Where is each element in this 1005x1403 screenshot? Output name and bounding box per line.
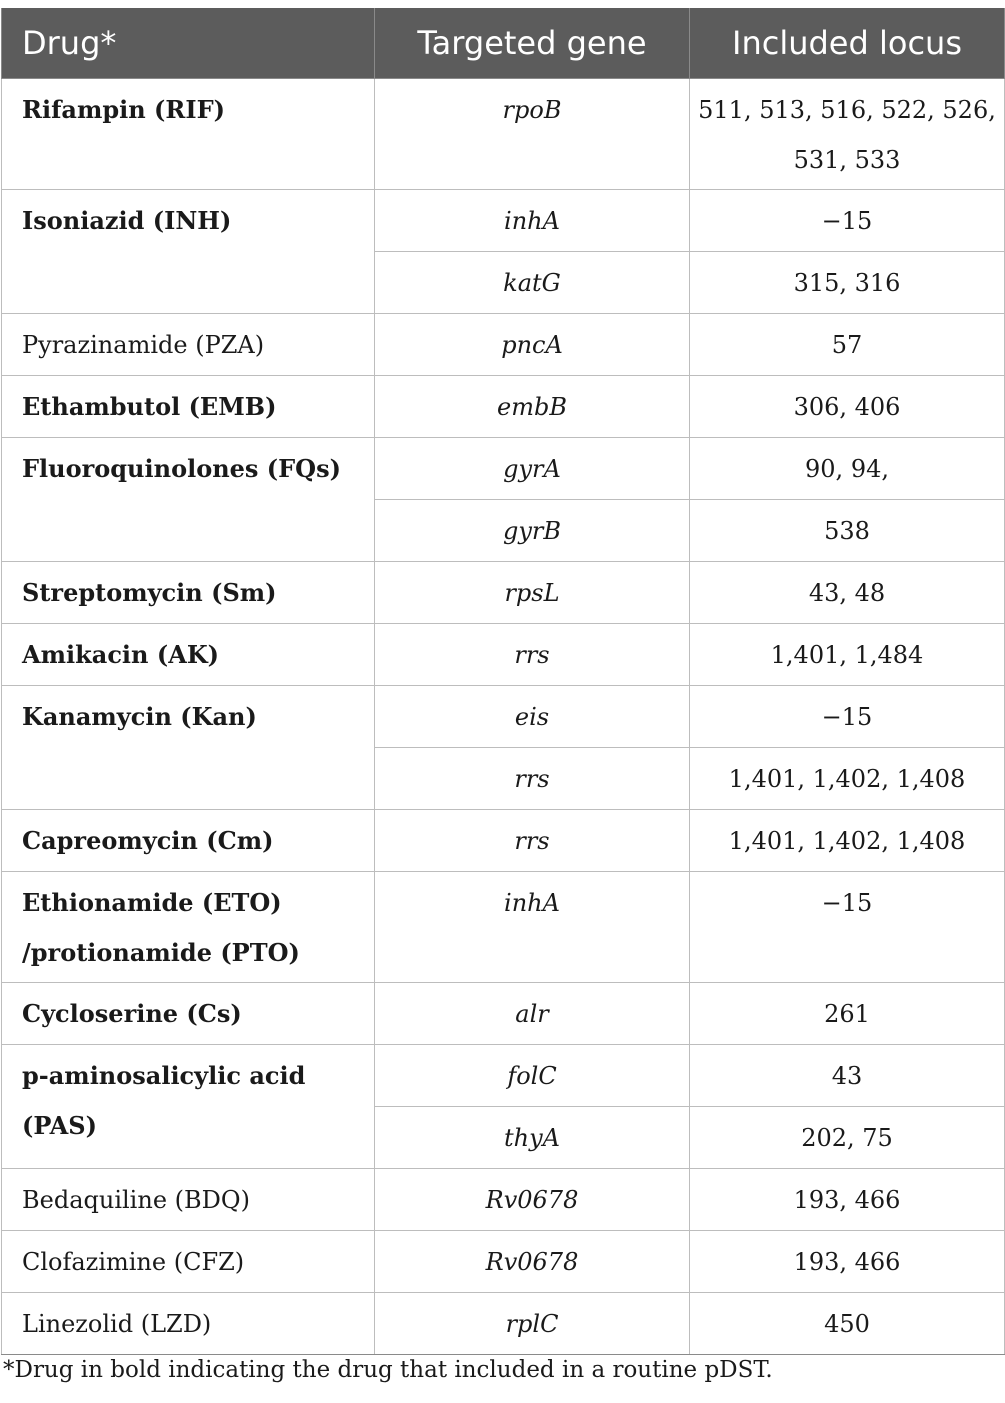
- gene-cell: inhA: [375, 872, 690, 983]
- drug-gene-table: [1, 8, 1005, 1355]
- gene-cell: alr: [375, 983, 690, 1045]
- locus-cell: 1,401, 1,484: [690, 624, 1005, 686]
- table-header: [2, 8, 1005, 79]
- table-row: [2, 1231, 1005, 1293]
- gene-cell: Rv0678: [375, 1169, 690, 1231]
- gene-cell: rrs: [375, 624, 690, 686]
- gene-cell: eis: [375, 686, 690, 748]
- table-row: [2, 872, 1005, 983]
- locus-cell: 43, 48: [690, 562, 1005, 624]
- drug-cell: Isoniazid (INH): [2, 190, 375, 314]
- table-row: [2, 314, 1005, 376]
- gene-cell: gyrB: [375, 500, 690, 562]
- locus-cell: 193, 466: [690, 1231, 1005, 1293]
- drug-cell: Clofazimine (CFZ): [2, 1231, 375, 1293]
- gene-cell: katG: [375, 252, 690, 314]
- gene-cell: rrs: [375, 810, 690, 872]
- table-row: [2, 1293, 1005, 1355]
- table-row: [2, 810, 1005, 872]
- drug-cell: Ethionamide (ETO) /protionamide (PTO): [2, 872, 375, 983]
- locus-cell: 315, 316: [690, 252, 1005, 314]
- gene-cell: Rv0678: [375, 1231, 690, 1293]
- column-header-drug: Drug*: [2, 8, 375, 79]
- drug-cell: Cycloserine (Cs): [2, 983, 375, 1045]
- locus-cell: 193, 466: [690, 1169, 1005, 1231]
- locus-cell: 1,401, 1,402, 1,408: [690, 810, 1005, 872]
- gene-cell: embB: [375, 376, 690, 438]
- locus-cell: 202, 75: [690, 1107, 1005, 1169]
- locus-cell: [690, 79, 1005, 190]
- column-header-included-locus: Included locus: [690, 8, 1005, 79]
- gene-cell: gyrA: [375, 438, 690, 500]
- drug-cell: Capreomycin (Cm): [2, 810, 375, 872]
- gene-cell: folC: [375, 1045, 690, 1107]
- drug-cell: Bedaquiline (BDQ): [2, 1169, 375, 1231]
- header-row: [2, 8, 1005, 79]
- drug-cell: Amikacin (AK): [2, 624, 375, 686]
- drug-cell: Pyrazinamide (PZA): [2, 314, 375, 376]
- table-body: [2, 79, 1005, 1355]
- gene-cell: thyA: [375, 1107, 690, 1169]
- table-row: [2, 79, 1005, 190]
- table-row: [2, 376, 1005, 438]
- locus-cell: −15: [690, 190, 1005, 252]
- table-row: [2, 624, 1005, 686]
- table-row: [2, 190, 1005, 252]
- locus-cell: 57: [690, 314, 1005, 376]
- table-row: [2, 562, 1005, 624]
- locus-cell: 261: [690, 983, 1005, 1045]
- drug-cell: Streptomycin (Sm): [2, 562, 375, 624]
- locus-cell: 90, 94,: [690, 438, 1005, 500]
- gene-cell: rpoB: [375, 79, 690, 190]
- drug-cell: Linezolid (LZD): [2, 1293, 375, 1355]
- locus-cell: −15: [690, 872, 1005, 983]
- gene-cell: inhA: [375, 190, 690, 252]
- locus-cell: 306, 406: [690, 376, 1005, 438]
- table-footnote: *Drug in bold indicating the drug that included in a routine pDST.: [3, 1357, 773, 1383]
- locus-cell: 538: [690, 500, 1005, 562]
- gene-cell: pncA: [375, 314, 690, 376]
- gene-cell: rrs: [375, 748, 690, 810]
- locus-cell: 1,401, 1,402, 1,408: [690, 748, 1005, 810]
- table-row: [2, 438, 1005, 500]
- locus-cell: 450: [690, 1293, 1005, 1355]
- drug-cell: Fluoroquinolones (FQs): [2, 438, 375, 562]
- drug-cell: Rifampin (RIF): [2, 79, 375, 190]
- table-row: [2, 1169, 1005, 1231]
- drug-cell: p-aminosalicylic acid (PAS): [2, 1045, 375, 1169]
- table-row: [2, 686, 1005, 748]
- gene-cell: rpsL: [375, 562, 690, 624]
- table-row: [2, 1045, 1005, 1107]
- column-header-targeted-gene: Targeted gene: [375, 8, 690, 79]
- gene-cell: rplC: [375, 1293, 690, 1355]
- locus-cell: 43: [690, 1045, 1005, 1107]
- locus-text: 511, 513, 516, 522, 526, 531, 533: [698, 96, 996, 174]
- locus-cell: −15: [690, 686, 1005, 748]
- drug-cell: Ethambutol (EMB): [2, 376, 375, 438]
- table-row: [2, 983, 1005, 1045]
- drug-cell: Kanamycin (Kan): [2, 686, 375, 810]
